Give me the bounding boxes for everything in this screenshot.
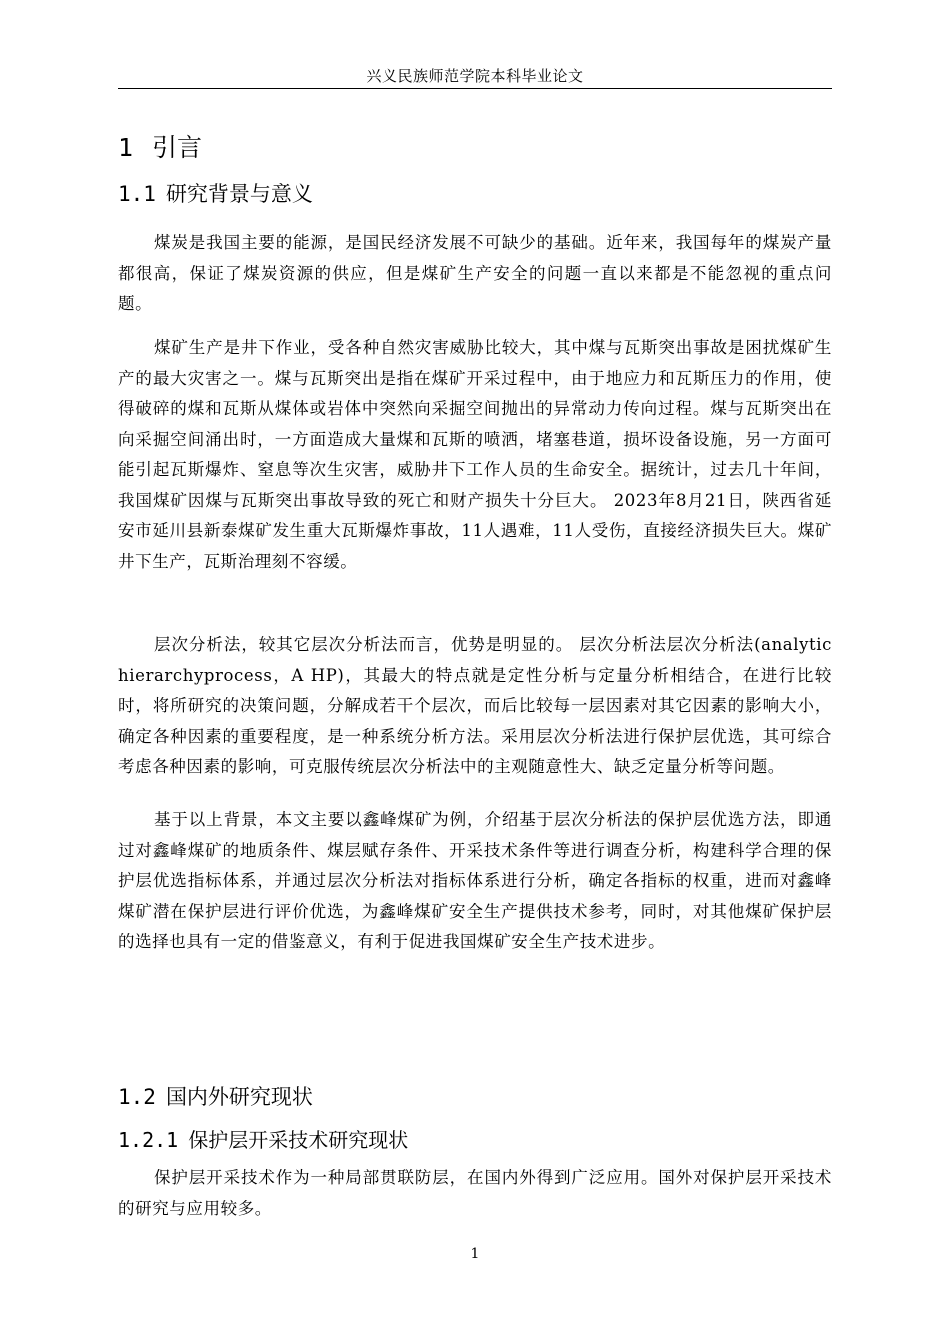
subsection-heading-1-2-1 bbox=[118, 1125, 408, 1155]
page-header-title: 兴义民族师范学院本科毕业论文 bbox=[366, 67, 584, 85]
chapter-title: 引言 bbox=[152, 133, 203, 162]
section-title: 国内外研究现状 bbox=[165, 1085, 313, 1109]
header-divider bbox=[118, 88, 832, 89]
chapter-number: 1 bbox=[118, 133, 134, 162]
chapter-heading bbox=[118, 132, 202, 164]
section-heading-1-1 bbox=[118, 179, 313, 209]
subsection-number: 1.2.1 bbox=[118, 1128, 179, 1152]
body-paragraph: 保护层开采技术作为一种局部贯联防层，在国内外得到广泛应用。国外对保护层开采技术的研究与应用较多。 bbox=[118, 1168, 832, 1218]
section-title: 研究背景与意义 bbox=[165, 182, 313, 206]
subsection-title: 保护层开采技术研究现状 bbox=[188, 1128, 409, 1152]
section-number: 1.2 bbox=[118, 1085, 156, 1109]
body-paragraph: 基于以上背景，本文主要以鑫峰煤矿为例，介绍基于层次分析法的保护层优选方法，即通过对鑫峰煤矿的地质条件、煤层赋存条件、开采技术条件等进行调查分析，构建科学合理的保护层优选指标体系，并通过层次分析法对指标体系进行分析，确定各指标的权重，进而对鑫峰煤矿潜在保护层进行评价优选，为鑫峰煤矿安全生产提供技术参考，同时，对其他煤矿保护层的选择也具有一定的借鉴意义，有利于促进我国煤矿安全生产技术进步。 bbox=[118, 810, 832, 951]
section-number: 1.1 bbox=[118, 182, 156, 206]
body-paragraph: 煤矿生产是井下作业，受各种自然灾害威胁比较大，其中煤与瓦斯突出事故是困扰煤矿生产的最大灾害之一。煤与瓦斯突出是指在煤矿开采过程中，由于地应力和瓦斯压力的作用，使得破碎的煤和瓦斯从煤体或岩体中突然向采掘空间抛出的异常动力传向过程。煤与瓦斯突出在向采掘空间涌出时，一方面造成大量煤和瓦斯的喷洒，堵塞巷道，损坏设备设施，另一方面可能引起瓦斯爆炸、窒息等次生灾害，威胁井下工作人员的生命安全。据统计，过去几十年间，我国煤矿因煤与瓦斯突出事故导致的死亡和财产损失十分巨大。 2023年8月21日，陕西省延安市延川县新泰煤矿发生重大瓦斯爆炸事故，11人遇难，11人受伤，直接经济损失巨大。煤矿井下生产，瓦斯治理刻不容缓。 bbox=[118, 338, 832, 571]
page-number: 1 bbox=[470, 1246, 480, 1262]
body-paragraph: 层次分析法，较其它层次分析法而言，优势是明显的。 层次分析法层次分析法(analytic hierarchyprocess，A HP)，其最大的特点就是定性分析与定量分析相结合，在进行比较时，将所研究的决策问题，分解成若干个层次，而后比较每一层因素对其它因素的影响大小，确定各种因素的重要程度，是一种系统分析方法。采用层次分析法进行保护层优选，其可综合考虑各种因素的影响，可克服传统层次分析法中的主观随意性大、缺乏定量分析等问题。 bbox=[118, 635, 832, 776]
body-paragraph: 煤炭是我国主要的能源，是国民经济发展不可缺少的基础。近年来，我国每年的煤炭产量都很高，保证了煤炭资源的供应，但是煤矿生产安全的问题一直以来都是不能忽视的重点问题。 bbox=[118, 233, 832, 313]
section-heading-1-2 bbox=[118, 1082, 313, 1112]
